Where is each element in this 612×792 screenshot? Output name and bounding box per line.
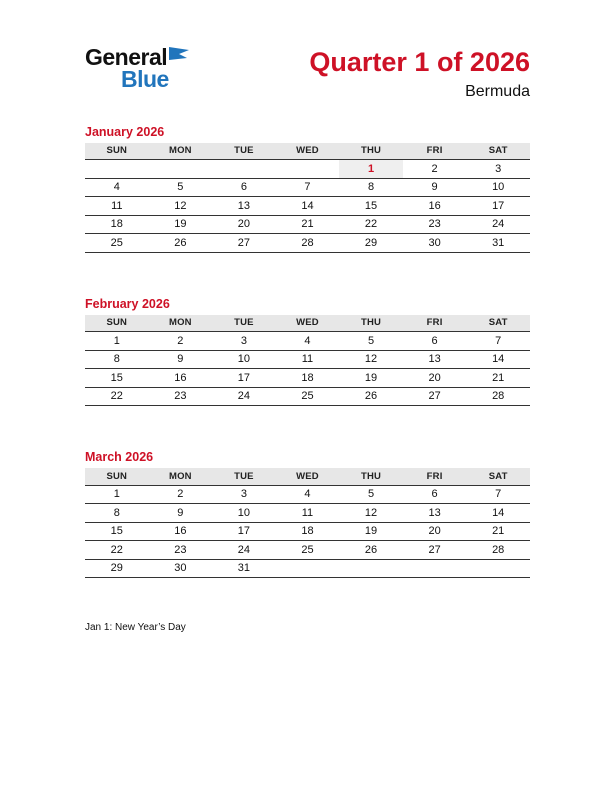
week-row bbox=[85, 522, 530, 541]
weekday-header: TUE bbox=[212, 468, 276, 485]
weekday-header: MON bbox=[149, 315, 213, 332]
empty-day-cell bbox=[212, 160, 276, 179]
day-cell: 4 bbox=[276, 332, 340, 351]
day-cell: 25 bbox=[85, 234, 149, 253]
day-cell: 25 bbox=[276, 387, 340, 406]
day-cell: 31 bbox=[466, 234, 530, 253]
region-subtitle: Bermuda bbox=[465, 82, 530, 100]
title-block bbox=[309, 46, 530, 101]
day-cell: 30 bbox=[149, 559, 213, 578]
day-cell: 19 bbox=[339, 369, 403, 388]
day-cell: 1 bbox=[85, 485, 149, 504]
day-cell: 17 bbox=[466, 197, 530, 216]
day-cell: 8 bbox=[339, 178, 403, 197]
day-cell: 22 bbox=[339, 215, 403, 234]
week-row bbox=[85, 215, 530, 234]
weekday-header: SUN bbox=[85, 143, 149, 160]
day-cell: 20 bbox=[212, 215, 276, 234]
months-container bbox=[85, 125, 530, 579]
empty-day-cell bbox=[466, 559, 530, 578]
weekday-header: MON bbox=[149, 143, 213, 160]
day-cell: 9 bbox=[149, 504, 213, 523]
day-cell: 15 bbox=[339, 197, 403, 216]
day-cell: 27 bbox=[212, 234, 276, 253]
day-cell: 5 bbox=[149, 178, 213, 197]
week-row bbox=[85, 485, 530, 504]
day-cell: 28 bbox=[276, 234, 340, 253]
day-cell: 16 bbox=[403, 197, 467, 216]
day-cell: 12 bbox=[339, 350, 403, 369]
day-cell: 14 bbox=[276, 197, 340, 216]
day-cell: 29 bbox=[85, 559, 149, 578]
page-title: Quarter 1 of 2026 bbox=[309, 47, 530, 77]
day-cell: 2 bbox=[149, 485, 213, 504]
day-cell: 26 bbox=[339, 541, 403, 560]
weekday-header: SAT bbox=[466, 315, 530, 332]
day-cell: 2 bbox=[403, 160, 467, 179]
month-title: March 2026 bbox=[85, 450, 154, 465]
day-cell: 6 bbox=[403, 332, 467, 351]
weekday-header: SAT bbox=[466, 468, 530, 485]
day-cell: 10 bbox=[212, 504, 276, 523]
week-row bbox=[85, 234, 530, 253]
day-cell: 26 bbox=[339, 387, 403, 406]
day-cell: 5 bbox=[339, 332, 403, 351]
week-row bbox=[85, 160, 530, 179]
day-cell: 30 bbox=[403, 234, 467, 253]
day-cell: 26 bbox=[149, 234, 213, 253]
month-table bbox=[85, 468, 530, 578]
day-cell: 21 bbox=[466, 522, 530, 541]
day-cell: 12 bbox=[149, 197, 213, 216]
day-cell: 1 bbox=[339, 160, 403, 179]
empty-day-cell bbox=[149, 160, 213, 179]
logo-flag-icon bbox=[169, 46, 189, 66]
day-cell: 16 bbox=[149, 369, 213, 388]
month-february bbox=[85, 297, 530, 407]
day-cell: 21 bbox=[466, 369, 530, 388]
day-cell: 5 bbox=[339, 485, 403, 504]
weekday-header: MON bbox=[149, 468, 213, 485]
day-cell: 11 bbox=[276, 350, 340, 369]
month-march bbox=[85, 450, 530, 578]
day-cell: 19 bbox=[149, 215, 213, 234]
day-cell: 21 bbox=[276, 215, 340, 234]
day-cell: 24 bbox=[212, 541, 276, 560]
day-cell: 20 bbox=[403, 369, 467, 388]
month-title: February 2026 bbox=[85, 296, 170, 311]
day-cell: 10 bbox=[212, 350, 276, 369]
general-blue-logo bbox=[85, 46, 189, 91]
day-cell: 16 bbox=[149, 522, 213, 541]
holiday-footnote: Jan 1: New Year’s Day bbox=[85, 622, 186, 634]
day-cell: 7 bbox=[276, 178, 340, 197]
weekday-header: SUN bbox=[85, 315, 149, 332]
logo-text-blue: Blue bbox=[121, 66, 169, 92]
weekday-header: SUN bbox=[85, 468, 149, 485]
day-cell: 8 bbox=[85, 350, 149, 369]
empty-day-cell bbox=[85, 160, 149, 179]
weekday-header: WED bbox=[276, 315, 340, 332]
week-row bbox=[85, 369, 530, 388]
empty-day-cell bbox=[339, 559, 403, 578]
day-cell: 27 bbox=[403, 541, 467, 560]
day-cell: 10 bbox=[466, 178, 530, 197]
day-cell: 23 bbox=[149, 541, 213, 560]
week-row bbox=[85, 197, 530, 216]
weekday-header: WED bbox=[276, 143, 340, 160]
day-cell: 28 bbox=[466, 541, 530, 560]
day-cell: 18 bbox=[85, 215, 149, 234]
day-cell: 22 bbox=[85, 541, 149, 560]
day-cell: 6 bbox=[212, 178, 276, 197]
empty-day-cell bbox=[403, 559, 467, 578]
day-cell: 13 bbox=[403, 504, 467, 523]
day-cell: 17 bbox=[212, 369, 276, 388]
day-cell: 9 bbox=[149, 350, 213, 369]
week-row bbox=[85, 332, 530, 351]
week-row bbox=[85, 350, 530, 369]
day-cell: 3 bbox=[212, 332, 276, 351]
day-cell: 29 bbox=[339, 234, 403, 253]
day-cell: 31 bbox=[212, 559, 276, 578]
logo-text-general: General bbox=[85, 44, 168, 70]
day-cell: 1 bbox=[85, 332, 149, 351]
day-cell: 11 bbox=[85, 197, 149, 216]
day-cell: 8 bbox=[85, 504, 149, 523]
empty-day-cell bbox=[276, 160, 340, 179]
week-row bbox=[85, 387, 530, 406]
day-cell: 4 bbox=[85, 178, 149, 197]
day-cell: 14 bbox=[466, 504, 530, 523]
weekday-header: THU bbox=[339, 468, 403, 485]
day-cell: 9 bbox=[403, 178, 467, 197]
weekday-header: TUE bbox=[212, 143, 276, 160]
weekday-header: SAT bbox=[466, 143, 530, 160]
day-cell: 13 bbox=[212, 197, 276, 216]
weekday-header: THU bbox=[339, 143, 403, 160]
day-cell: 6 bbox=[403, 485, 467, 504]
day-cell: 15 bbox=[85, 369, 149, 388]
weekday-header: FRI bbox=[403, 468, 467, 485]
weekday-header: FRI bbox=[403, 143, 467, 160]
week-row bbox=[85, 178, 530, 197]
day-cell: 11 bbox=[276, 504, 340, 523]
empty-day-cell bbox=[276, 559, 340, 578]
day-cell: 18 bbox=[276, 522, 340, 541]
day-cell: 20 bbox=[403, 522, 467, 541]
week-row bbox=[85, 559, 530, 578]
day-cell: 25 bbox=[276, 541, 340, 560]
day-cell: 23 bbox=[403, 215, 467, 234]
day-cell: 14 bbox=[466, 350, 530, 369]
day-cell: 2 bbox=[149, 332, 213, 351]
weekday-header: THU bbox=[339, 315, 403, 332]
day-cell: 24 bbox=[212, 387, 276, 406]
page-header bbox=[85, 46, 530, 101]
month-table bbox=[85, 143, 530, 253]
day-cell: 22 bbox=[85, 387, 149, 406]
month-january bbox=[85, 125, 530, 253]
weekday-header: FRI bbox=[403, 315, 467, 332]
day-cell: 12 bbox=[339, 504, 403, 523]
day-cell: 7 bbox=[466, 332, 530, 351]
day-cell: 28 bbox=[466, 387, 530, 406]
day-cell: 4 bbox=[276, 485, 340, 504]
day-cell: 3 bbox=[466, 160, 530, 179]
day-cell: 18 bbox=[276, 369, 340, 388]
month-table bbox=[85, 315, 530, 407]
day-cell: 19 bbox=[339, 522, 403, 541]
month-title: January 2026 bbox=[85, 124, 165, 139]
day-cell: 17 bbox=[212, 522, 276, 541]
day-cell: 24 bbox=[466, 215, 530, 234]
day-cell: 23 bbox=[149, 387, 213, 406]
week-row bbox=[85, 541, 530, 560]
day-cell: 15 bbox=[85, 522, 149, 541]
weekday-header: WED bbox=[276, 468, 340, 485]
week-row bbox=[85, 504, 530, 523]
day-cell: 27 bbox=[403, 387, 467, 406]
day-cell: 3 bbox=[212, 485, 276, 504]
day-cell: 13 bbox=[403, 350, 467, 369]
day-cell: 7 bbox=[466, 485, 530, 504]
weekday-header: TUE bbox=[212, 315, 276, 332]
